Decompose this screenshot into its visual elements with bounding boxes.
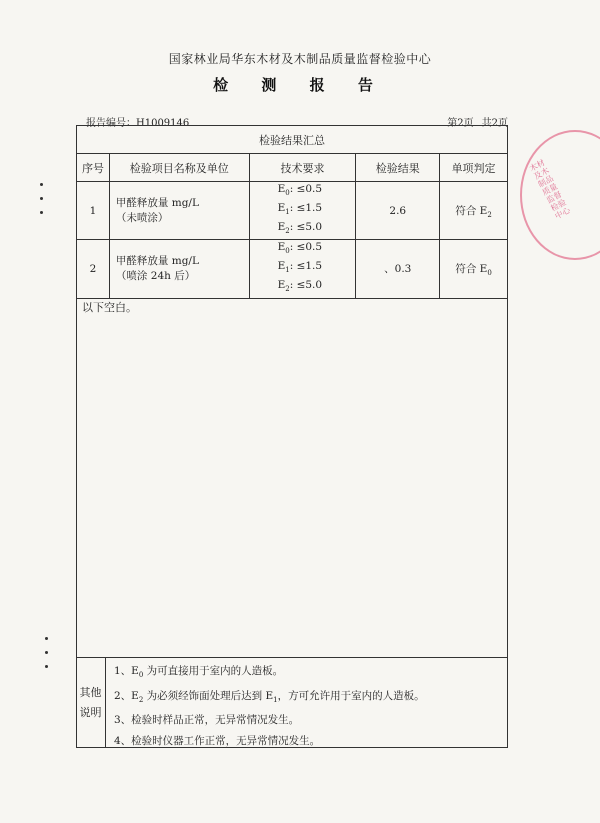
notes-label-line2: 说明 [79,706,102,719]
item-name-line2: （喷涂 24h 后） [115,269,196,282]
note-item: 4、检验时仪器工作正常，无异常情况发生。 [114,734,321,747]
req-grade: E [277,202,286,215]
req-limit: : ≤0.5 [289,183,323,195]
official-seal-text: 木材及木制品质量监督检验中心 [528,157,572,222]
punch-mark [40,197,43,200]
note-text: 2、E [114,689,139,702]
item-name-line2: （未喷涂） [115,211,169,224]
req-grade-sub: 1 [285,266,290,275]
note-sub: 1 [273,695,278,704]
verdict [440,240,508,298]
note-text: 为可直接用于室内的人造板。 [143,665,284,677]
note-text: 为必须经饰面处理后达到 E [143,689,274,702]
row-number: 2 [77,240,110,298]
column-header-verdict: 单项判定 [440,154,508,182]
requirement [249,240,356,298]
item-name [109,240,249,298]
req-grade-sub: 0 [285,247,290,256]
note-sub: 0 [138,671,144,680]
req-grade: E [277,279,286,292]
results-table [76,125,508,299]
organization-name: 国家林业局华东木材及木制品质量监督检验中心 [168,52,432,66]
verdict-sub: 0 [487,268,492,277]
req-grade-sub: 2 [285,285,290,294]
note-text: ，方可允许用于室内的人造板。 [277,689,425,702]
verdict-text: 符合 E [455,204,488,217]
verdict-sub: 2 [487,210,492,219]
column-header-requirement: 技术要求 [249,154,356,182]
table-caption: 检验结果汇总 [77,126,508,154]
req-grade: E [277,183,286,195]
req-limit: : ≤5.0 [289,279,323,292]
report-title: 检 测 报 告 [213,76,387,94]
page-total: 共2页 [481,118,508,129]
column-header-no: 序号 [77,154,110,182]
punch-mark [45,651,48,654]
requirement-line [250,259,356,278]
punch-mark [40,211,43,214]
req-grade: E [277,260,286,273]
req-grade-sub: 2 [285,227,290,236]
item-name-line1: 甲醛释放量 mg/L [115,196,199,209]
test-result: 、0.3 [356,240,440,298]
req-grade: E [277,221,286,234]
note-text: 1、E [114,665,139,677]
notes-label [76,658,106,748]
notes-list [114,661,425,751]
note-item: 3、检验时样品正常，无异常情况发生。 [114,714,300,727]
row-number: 1 [77,182,110,240]
table-row [77,240,508,298]
item-name-line1: 甲醛释放量 mg/L [115,254,199,267]
req-limit: : ≤1.5 [289,260,323,273]
report-number-value: H1009146 [136,118,190,129]
table-row [77,182,508,240]
verdict [440,182,508,240]
notes-label-line1: 其他 [79,686,102,699]
report-number-label: 报告编号： [86,118,136,129]
req-limit: : ≤5.0 [289,221,323,234]
requirement-line [250,278,356,297]
punch-mark [45,665,48,668]
requirement-line [250,182,356,201]
note-item [114,661,425,686]
punch-mark [40,183,43,186]
column-header-result: 检验结果 [356,154,440,182]
req-limit: : ≤1.5 [289,202,323,215]
note-sub: 2 [138,695,144,704]
notes-section [76,657,508,748]
punch-mark [45,637,48,640]
req-grade-sub: 1 [285,208,290,217]
requirement-line [250,240,356,259]
item-name [109,182,249,240]
test-result: 2.6 [356,182,440,240]
note-item [114,686,425,711]
req-grade: E [277,241,286,254]
column-header-item: 检验项目名称及单位 [109,154,249,182]
table-header-row [77,154,508,182]
requirement [249,182,356,240]
verdict-text: 符合 E [455,262,488,275]
blank-below-note: 以下空白。 [82,301,137,314]
req-limit: : ≤0.5 [289,241,323,254]
page-current: 第2页 [447,118,474,129]
requirement-line [250,201,356,220]
req-grade-sub: 0 [285,189,290,198]
requirement-line [250,220,356,239]
